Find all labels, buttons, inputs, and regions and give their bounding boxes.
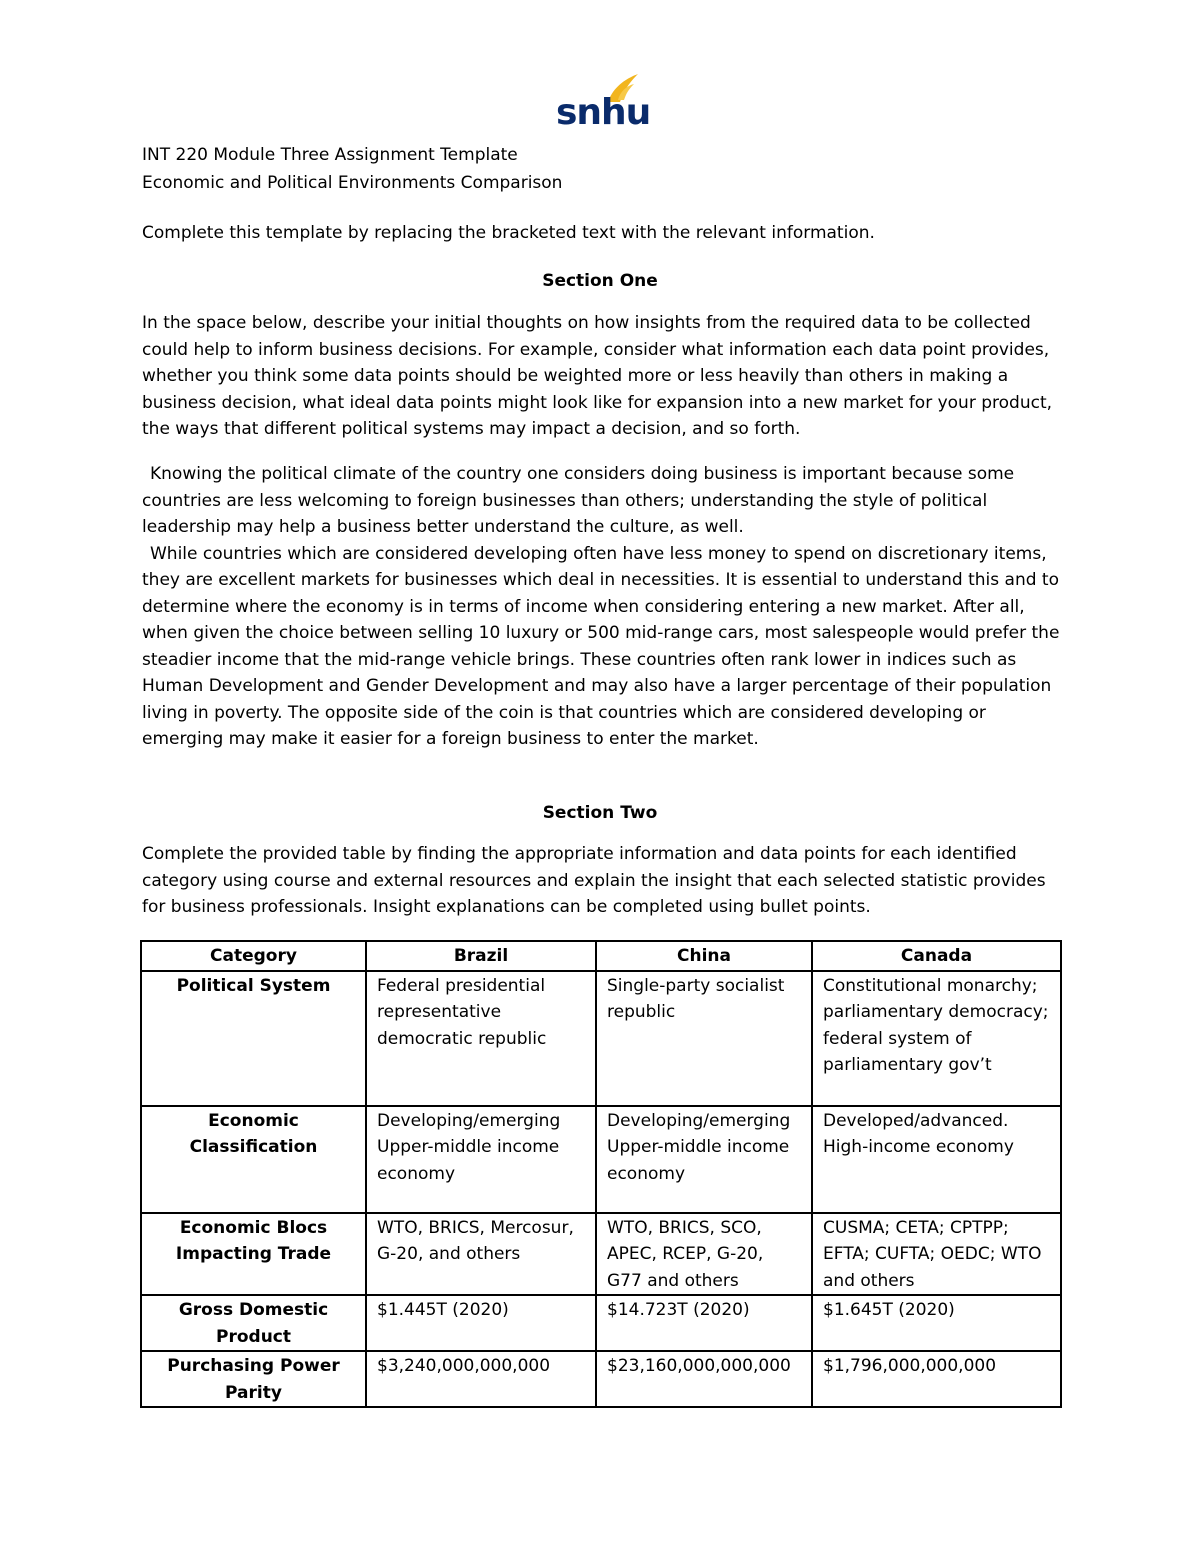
canada-cell: $1.645T (2020) (812, 1295, 1061, 1351)
snhu-logo (554, 72, 651, 134)
document-subtitle: Economic and Political Environments Comparison (142, 173, 563, 193)
category-cell: Political System (141, 971, 366, 1106)
section-one-response (142, 461, 1062, 753)
header-canada: Canada (812, 941, 1061, 971)
section-one-heading: Section One (542, 271, 658, 291)
brazil-cell: $3,240,000,000,000 (366, 1351, 596, 1407)
comparison-table (140, 940, 1062, 1408)
category-cell: Economic Blocs Impacting Trade (141, 1213, 366, 1296)
header-china: China (596, 941, 812, 971)
canada-cell: $1,796,000,000,000 (812, 1351, 1061, 1407)
category-cell: Economic Classification (141, 1106, 366, 1213)
section-two-prompt (142, 841, 1062, 921)
table-row (141, 1213, 1061, 1296)
response-paragraph-2: While countries which are considered developing often have less money to spend on discretionary items, they are excellent markets for businesses which deal in necessities. It is essential to understand this and to determine where the economy is in terms of income when considering entering a new market. After all, when given the choice between selling 10 luxury or 500 mid-range cars, most salespeople would prefer the steadier income that the mid-range vehicle brings. These countries often rank lower in indices such as Human Development and Gender Development and may also have a larger percentage of their population living in poverty. The opposite side of the coin is that countries which are considered developing or emerging may make it easier for a foreign business to enter the market. (142, 543, 1060, 749)
brazil-cell: WTO, BRICS, Mercosur, G-20, and others (366, 1213, 596, 1296)
response-paragraph-1: Knowing the political climate of the country one considers doing business is important because some countries are less welcoming to foreign businesses than others; understanding the style of political leadership may help a business better understand the culture, as well. (142, 464, 1015, 537)
logo-text: snhu (556, 92, 651, 133)
brazil-cell: $1.445T (2020) (366, 1295, 596, 1351)
brazil-cell: Federal presidential representative democratic republic (366, 971, 596, 1106)
table-row (141, 971, 1061, 1106)
canada-cell: Developed/advanced. High-income economy (812, 1106, 1061, 1213)
china-cell: Single-party socialist republic (596, 971, 812, 1106)
section-two-heading: Section Two (542, 803, 658, 823)
china-cell: $23,160,000,000,000 (596, 1351, 812, 1407)
table-row (141, 1351, 1061, 1407)
brazil-cell: Developing/emerging Upper-middle income economy (366, 1106, 596, 1213)
category-cell: Purchasing Power Parity (141, 1351, 366, 1407)
category-cell: Gross Domestic Product (141, 1295, 366, 1351)
table-row (141, 1106, 1061, 1213)
canada-cell: Constitutional monarchy; parliamentary democracy; federal system of parliamentary gov’t (812, 971, 1061, 1106)
header-category: Category (141, 941, 366, 971)
china-cell: $14.723T (2020) (596, 1295, 812, 1351)
section-two-prompt-text: Complete the provided table by finding the appropriate information and data points for each identified category using course and external resources and explain the insight that each selected statistic provides for business professionals. Insight explanations can be completed using bullet points. (142, 844, 1046, 917)
document-title: INT 220 Module Three Assignment Template (142, 145, 518, 165)
table-header-row (141, 941, 1061, 971)
instructions: Complete this template by replacing the bracketed text with the relevant information. (142, 223, 875, 243)
table-row (141, 1295, 1061, 1351)
canada-cell: CUSMA; CETA; CPTPP; EFTA; CUFTA; OEDC; WTO and others (812, 1213, 1061, 1296)
section-one-prompt-text: In the space below, describe your initial thoughts on how insights from the required data to be collected could help to inform business decisions. For example, consider what information each data point provides, whether you think some data points should be weighted more or less heavily than others in making a business decision, what ideal data points might look like for expansion into a new market for your product, the ways that different political systems may impact a decision, and so forth. (142, 313, 1053, 439)
header-brazil: Brazil (366, 941, 596, 971)
section-one-prompt (142, 310, 1062, 443)
china-cell: Developing/emerging Upper-middle income economy (596, 1106, 812, 1213)
china-cell: WTO, BRICS, SCO, APEC, RCEP, G-20, G77 and others (596, 1213, 812, 1296)
